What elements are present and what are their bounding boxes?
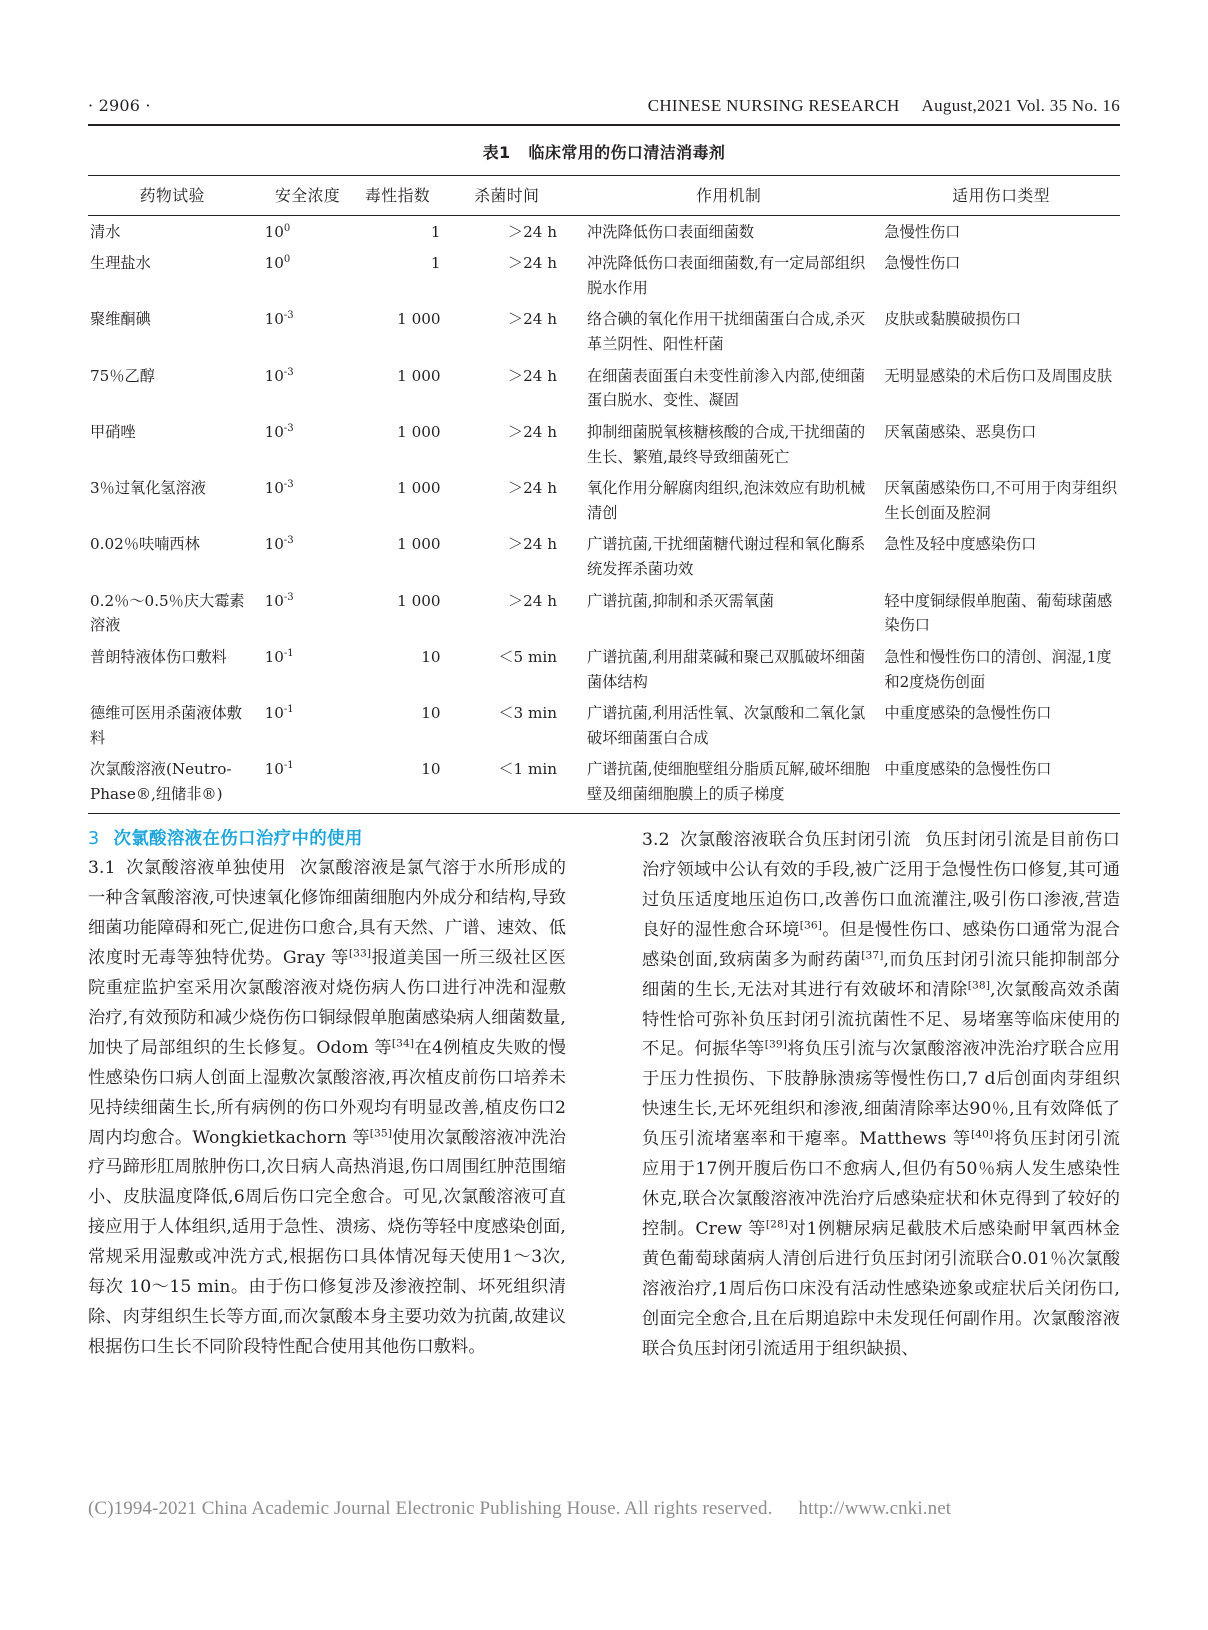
cell-time: ＞24 h — [507, 222, 558, 241]
journal-issue: August,2021 Vol. 35 No. 16 — [921, 96, 1120, 115]
copyright-text: (C)1994-2021 China Academic Journal Electronic Publishing House. All rights reserved. — [88, 1498, 773, 1519]
table-bottom-rule — [88, 813, 1120, 814]
cell-mechanism: 广谱抗菌,利用甜菜碱和聚己双胍破坏细菌菌体结构 — [587, 647, 866, 691]
subsection-number-3-1: 3.1 — [88, 858, 116, 879]
table-row — [88, 248, 1120, 304]
table-row — [88, 754, 1120, 813]
cell-wound-type: 皮肤或黏膜破损伤口 — [884, 310, 1022, 329]
cell-time: ＞24 h — [507, 254, 558, 273]
cell-wound-type: 急慢性伤口 — [884, 254, 961, 273]
cell-mechanism: 广谱抗菌,抑制和杀灭需氧菌 — [587, 591, 775, 610]
cell-drug: 次氯酸溶液(Neutro-Phase®,纽储非®) — [90, 760, 232, 803]
cell-time: ＞24 h — [507, 535, 558, 554]
citation-35: [35] — [369, 1125, 393, 1139]
cell-wound-type: 急性和慢性伤口的清创、润湿,1度和2度烧伤创面 — [884, 647, 1112, 691]
table-header — [88, 176, 1120, 216]
cell-drug: 普朗特液体伤口敷料 — [90, 647, 227, 666]
cell-drug: 0.02％呋喃西林 — [90, 535, 200, 554]
copyright-footer — [88, 1498, 1120, 1520]
column-header-drug: 药物试验 — [88, 176, 257, 216]
cell-toxicity: 10 — [421, 704, 441, 723]
cell-concentration: $10^{-1}$ — [264, 647, 294, 666]
table-row — [88, 360, 1120, 416]
table-row — [88, 416, 1120, 472]
cell-time: ＜3 min — [498, 704, 558, 723]
cell-toxicity: 1 000 — [397, 366, 441, 385]
table-container — [88, 175, 1120, 814]
cell-toxicity: 1 000 — [397, 535, 441, 554]
cell-time: ＞24 h — [507, 479, 558, 498]
cell-time: ＞24 h — [507, 422, 558, 441]
section-number: 3 — [88, 829, 100, 849]
cell-drug: 甲硝唑 — [90, 422, 136, 441]
table-row — [88, 641, 1120, 697]
section-heading-3 — [88, 826, 566, 852]
column-header-wound-type: 适用伤口类型 — [872, 176, 1120, 216]
cell-concentration: $10^{-3}$ — [264, 310, 294, 329]
cell-drug: 0.2％～0.5％庆大霉素溶液 — [90, 591, 245, 635]
citation-39: [39] — [764, 1037, 787, 1051]
cell-toxicity: 1 000 — [397, 422, 441, 441]
cell-wound-type: 中重度感染的急慢性伤口 — [884, 760, 1052, 779]
table-row — [88, 304, 1120, 360]
citation-37: [37] — [861, 947, 884, 961]
journal-name: CHINESE NURSING RESEARCH — [647, 96, 900, 115]
subsection-heading-3-1: 次氯酸溶液单独使用 — [125, 858, 286, 879]
paragraph-3-1-text-3: 在4例植皮失败的慢性感染伤口病人创面上湿敷次氯酸溶液,再次植皮前伤口培养未见持续细菌生长,所有病例的伤口外观均有明显改善,植皮伤口2周内均愈合。Wongkietkachorn 等 — [88, 1037, 566, 1148]
table-row — [88, 698, 1120, 754]
paragraph-3-2-text-6: 将负压封闭引流应用于17例开腹后伤口不愈病人,但仍有50％病人发生感染性休克,联合次氯酸溶液冲洗治疗后感染症状和休克得到了较好的控制。Crew 等 — [642, 1129, 1120, 1239]
cell-concentration: $10^{-1}$ — [264, 760, 294, 779]
cell-mechanism: 络合碘的氧化作用干扰细菌蛋白合成,杀灭革兰阴性、阳性杆菌 — [587, 310, 866, 353]
section-title: 次氯酸溶液在伤口治疗中的使用 — [113, 829, 363, 849]
cell-mechanism: 氧化作用分解腐肉组织,泡沫效应有助机械清创 — [587, 479, 866, 522]
cell-drug: 生理盐水 — [90, 254, 151, 273]
table-caption-label: 表1 — [482, 143, 511, 162]
cell-time: ＞24 h — [507, 366, 558, 385]
right-column — [642, 826, 1120, 1365]
cell-toxicity: 10 — [421, 760, 441, 779]
cell-wound-type: 厌氧菌感染伤口,不可用于肉芽组织生长创面及腔洞 — [884, 479, 1118, 522]
cell-time: ＜1 min — [498, 760, 558, 779]
left-column — [88, 826, 566, 1363]
cell-wound-type: 轻中度铜绿假单胞菌、葡萄球菌感染伤口 — [884, 591, 1113, 635]
page-folio: · 2906 · — [88, 96, 151, 115]
citation-38: [38] — [967, 977, 991, 991]
column-header-time: 杀菌时间 — [455, 176, 575, 216]
cell-wound-type: 中重度感染的急慢性伤口 — [884, 704, 1052, 723]
paragraph-3-2-text-7: 对1例糖尿病足截肢术后感染耐甲氧西林金黄色葡萄球菌病人清创后进行负压封闭引流联合0.01％次氯酸溶液治疗,1周后伤口床没有活动性感染迹象或症状后关闭伤口,创面完全愈合,且在后期追踪中未发现任何副作用。次氯酸溶液联合负压封闭引流适用于组织缺损、 — [642, 1218, 1120, 1359]
paragraph-3-1-text-4: 使用次氯酸溶液冲洗治疗马蹄形肛周脓肿伤口,次日病人高热消退,伤口周围红肿范围缩小、皮肤温度降低,6周后伤口完全愈合。可见,次氯酸溶液可直接应用于人体组织,适用于急性、溃疡、烧伤等轻中度感染创面,常规采用湿敷或冲洗方式,根据伤口具体情况每天使用1～3次,每次 10～15 min。由于伤口修复涉及渗液控制、坏死组织清除、肉芽组织生长等方面,而次氯酸本身主要功效为抗菌,故建议根据伤口生长不同阶段特性配合使用其他伤口敷料。 — [88, 1127, 566, 1357]
paragraph-3-2-text-2: 。但是慢性伤口、感染伤口通常为混合感染创面,致病菌多为耐药菌 — [642, 919, 1120, 970]
cell-concentration: $10^{-3}$ — [264, 422, 294, 441]
wound-cleanser-table — [88, 175, 1120, 813]
cell-toxicity: 1 000 — [397, 479, 441, 498]
subsection-heading-3-2: 次氯酸溶液联合负压封闭引流 — [679, 830, 912, 850]
column-header-toxicity: 毒性指数 — [353, 176, 455, 216]
cell-toxicity: 1 000 — [397, 310, 441, 329]
cnki-url[interactable]: http://www.cnki.net — [798, 1498, 952, 1519]
cell-wound-type: 急慢性伤口 — [884, 222, 961, 241]
subsection-number-3-2: 3.2 — [642, 830, 670, 850]
table-body — [88, 216, 1120, 813]
cell-toxicity: 1 — [430, 254, 441, 273]
table-row — [88, 585, 1120, 641]
cell-concentration: $10^{-3}$ — [264, 366, 294, 385]
table-caption — [88, 140, 1120, 163]
cell-time: ＞24 h — [507, 591, 558, 610]
cell-toxicity: 1 — [430, 222, 441, 241]
table-caption-text: 临床常用的伤口清洁消毒剂 — [528, 143, 726, 162]
running-head — [88, 96, 1120, 116]
citation-36: [36] — [799, 918, 823, 932]
citation-33: [33] — [348, 946, 372, 960]
cell-mechanism: 在细菌表面蛋白未变性前渗入内部,使细菌蛋白脱水、变性、凝固 — [587, 366, 866, 410]
cell-concentration: $10^{-3}$ — [264, 479, 294, 498]
cell-time: ＜5 min — [498, 647, 558, 666]
cell-concentration: $10^0$ — [264, 254, 291, 273]
journal-reference — [648, 96, 1120, 116]
cell-concentration: $10^0$ — [264, 222, 291, 241]
table-row — [88, 529, 1120, 585]
paragraph-3-1 — [88, 854, 566, 1363]
cell-time: ＞24 h — [507, 310, 558, 329]
paragraph-3-1-text-2: 报道美国一所三级社区医院重症监护室采用次氯酸溶液对烧伤病人伤口进行冲洗和湿敷治疗,有效预防和减少烧伤伤口铜绿假单胞菌感染病人细菌数量,加快了局部组织的生长修复。Odom 等 — [88, 948, 566, 1058]
cell-mechanism: 冲洗降低伤口表面细菌数 — [587, 222, 755, 241]
cell-toxicity: 10 — [421, 647, 441, 666]
cell-wound-type: 无明显感染的术后伤口及周围皮肤 — [884, 366, 1113, 385]
cell-drug: 德维可医用杀菌液体敷料 — [90, 704, 242, 747]
paragraph-3-2-text-1: 负压封闭引流是目前伤口治疗领域中公认有效的手段,被广泛用于急慢性伤口修复,其可通过负压适度地压迫伤口,改善伤口血流灌注,吸引伤口渗液,营造良好的湿性愈合环境 — [642, 830, 1120, 940]
body-columns — [88, 826, 1120, 1526]
cell-drug: 聚维酮碘 — [90, 310, 151, 329]
citation-28: [28] — [765, 1217, 789, 1231]
cell-mechanism: 广谱抗菌,干扰细菌糖代谢过程和氧化酶系统发挥杀菌功效 — [587, 535, 866, 578]
paragraph-3-2-text-4: ,次氯酸高效杀菌特性恰可弥补负压封闭引流抗菌性不足、易堵塞等临床使用的不足。何振华等 — [642, 979, 1120, 1060]
column-header-mechanism: 作用机制 — [575, 176, 872, 216]
cell-mechanism: 抑制细菌脱氧核糖核酸的合成,干扰细菌的生长、繁殖,最终导致细菌死亡 — [587, 422, 866, 466]
cell-concentration: $10^{-1}$ — [264, 704, 294, 723]
cell-drug: 3％过氧化氢溶液 — [90, 479, 206, 498]
table-row — [88, 216, 1120, 248]
table-header-row — [88, 176, 1120, 216]
cell-concentration: $10^{-3}$ — [264, 591, 294, 610]
cell-mechanism: 广谱抗菌,使细胞壁组分脂质瓦解,破坏细胞壁及细菌细胞膜上的质子梯度 — [587, 760, 871, 803]
cell-wound-type: 急性及轻中度感染伤口 — [884, 535, 1037, 554]
citation-34: [34] — [391, 1036, 415, 1050]
cell-toxicity: 1 000 — [397, 591, 441, 610]
paragraph-3-2 — [642, 826, 1120, 1365]
table-row — [88, 473, 1120, 529]
cell-mechanism: 冲洗降低伤口表面细菌数,有一定局部组织脱水作用 — [587, 254, 866, 297]
cell-drug: 75％乙醇 — [90, 366, 155, 385]
paragraph-3-2-text-3: ,而负压封闭引流只能抑制部分细菌的生长,无法对其进行有效破坏和清除 — [642, 949, 1120, 1000]
cell-wound-type: 厌氧菌感染、恶臭伤口 — [884, 422, 1037, 441]
paragraph-3-1-text-1: 次氯酸溶液是氯气溶于水所形成的一种含氧酸溶液,可快速氧化修饰细菌细胞内外成分和结构,导致细菌功能障碍和死亡,促进伤口愈合,具有天然、广谱、速效、低浓度时无毒等独特优势。Gray 等 — [88, 858, 566, 969]
column-header-concentration: 安全浓度 — [257, 176, 353, 216]
paragraph-3-2-text-5: 将负压引流与次氯酸溶液冲洗治疗联合应用于压力性损伤、下肢静脉溃疡等慢性伤口,7 d后创面肉芽组织快速生长,无坏死组织和渗液,细菌清除率达90％,且有效降低了负压引流堵塞率和干瘪率。Matthews 等 — [642, 1039, 1121, 1150]
cell-drug: 清水 — [90, 222, 121, 241]
cell-concentration: $10^{-3}$ — [264, 535, 294, 554]
citation-40: [40] — [970, 1127, 994, 1141]
header-rule — [88, 124, 1120, 126]
cell-mechanism: 广谱抗菌,利用活性氧、次氯酸和二氧化氯破坏细菌蛋白合成 — [587, 704, 866, 747]
